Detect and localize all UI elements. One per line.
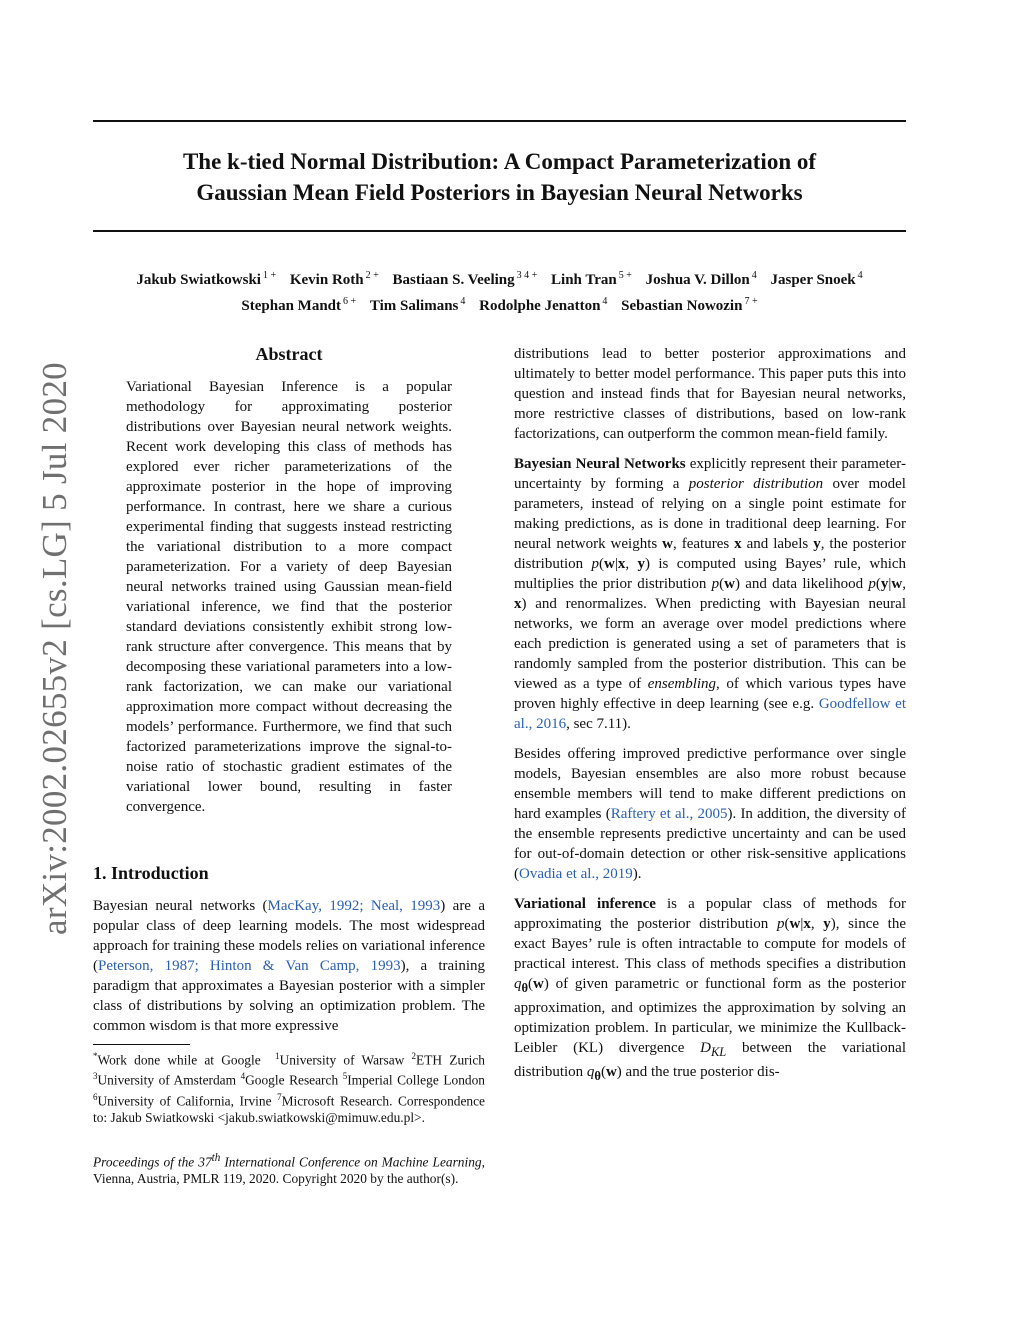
title-line-2: Gaussian Mean Field Posteriors in Bayesian Neural Networks <box>196 180 803 205</box>
author-row-2 <box>93 291 906 317</box>
intro-paragraph: Bayesian neural networks (MacKay, 1992; Neal, 1993) are a popular class of deep learning models. The most widespread approach for training these models relies on variational inference (Peterson, 1987; Hinton & Van Camp, 1993), a training paradigm that approximates a Bayesian posterior with a simpler class of distributions by solving an optimization problem. The common wisdom is that more expressive <box>93 898 485 1034</box>
right-column <box>514 344 906 1096</box>
author: Sebastian Nowozin $^{7 +}$ <box>621 296 758 314</box>
intro-heading: 1. Introduction <box>93 863 209 883</box>
footnote-rule <box>93 1044 190 1045</box>
author: Linh Tran $^{5 +}$ <box>551 270 632 288</box>
citation-link[interactable]: Goodfellow et al., 2016 <box>514 696 907 732</box>
author: Jakub Swiatkowski $^{1 +}$ <box>136 270 277 288</box>
author-list <box>93 265 906 317</box>
author: Tim Salimans $^4$ <box>369 296 466 314</box>
paragraph: Variational inference is a popular class of methods for approximating the posterior distribution p(w|x, y), since the exact Bayes’ rule is often intractable to compute for models of practical interest. This class of methods specifies a distribution $q_\theta(w)$ of given parametric or functional form as the posterior approximation, and optimizes the approximation by solving an optimization problem. In particular, we minimize the Kullback-Leibler (KL) divergence $D_{KL}$ between the variational distribution $q_\theta(w)$ and the true posterior dis- <box>514 896 907 1083</box>
author: Rodolphe Jenatton $^4$ <box>479 296 608 314</box>
title-rule-top <box>93 120 906 122</box>
abstract-text: Variational Bayesian Inference is a popular methodology for approximating posterior distributions over Bayesian neural network weights. Recent work developing this class of methods has explored ever richer parameterizations of the approximate posterior in the hope of improving performance. In contrast, here we share a curious experimental finding that suggests instead restricting the variational distribution to a more compact parameterization. For a variety of deep Bayesian neural networks trained using Gaussian mean-field variational inference, we find that the posterior standard deviations consistently exhibit strong low-rank structure after convergence. This means that by decomposing these variational parameters into a low-rank factorization, we can make our variational approximation more compact without decreasing the models’ performance. Furthermore, we find that such factorized parameterizations improve the signal-to-noise ratio of stochastic gradient estimates of the variational lower bound, resulting in faster convergence. <box>126 379 452 815</box>
citation-link[interactable]: Ovadia et al., 2019 <box>519 866 633 882</box>
author: Bastiaan S. Veeling $^{3 4 +}$ <box>392 270 538 288</box>
paragraph: Bayesian Neural Networks explicitly represent their parameter-uncertainty by forming a posterior distribution over model parameters, instead of relying on a single point estimate for making predictions, as is done in traditional deep learning. For neural network weights w, features x and labels y, the posterior distribution p(w|x, y) is computed using Bayes’ rule, which multiplies the prior distribution p(w) and data likelihood p(y|w, x) and renormalizes. When predicting with Bayesian neural networks, we form an average over model predictions where each prediction is generated using a set of parameters that is randomly sampled from the posterior distribution. This can be viewed as a type of ensembling, of which various types have proven highly effective in deep learning (see e.g. Goodfellow et al., 2016, sec 7.11). <box>514 456 907 732</box>
arxiv-id: arXiv:2002.02655v2 [cs.LG] 5 Jul 2020 <box>35 362 74 935</box>
paragraph: Besides offering improved predictive performance over single models, Bayesian ensembles are also more robust because ensemble members will tend to make different predictions on hard examples (Raftery et al., 2005). In addition, the diversity of the ensemble represents predictive uncertainty and can be used for out-of-domain detection or other risk-sensitive applications (Ovadia et al., 2019). <box>514 746 906 882</box>
author: Kevin Roth $^{2 +}$ <box>289 270 379 288</box>
footnote: *Work done while at Google $^1$University of Warsaw $^2$ETH Zurich $^3$University of Amsterdam $^4$Google Research $^5$Imperial College London $^6$University of California, Irvine $^7$Microsoft Research. Correspondence to: Jakub Swiatkowski <jakub.swiatkowski@mimuw.edu.pl>. <box>93 1051 485 1126</box>
abstract-heading: Abstract <box>255 344 323 364</box>
title-rule-bottom <box>93 230 906 232</box>
paper-title <box>93 146 906 208</box>
arxiv-stamp <box>35 362 75 935</box>
author-row-1 <box>93 265 906 291</box>
paragraph: distributions lead to better posterior approximations and ultimately to better model performance. This paper puts this into question and instead finds that for Bayesian neural networks, more restrictive classes of distributions, based on low-rank factorizations, can outperform the common mean-field family. <box>514 346 906 442</box>
author: Joshua V. Dillon $^4$ <box>645 270 757 288</box>
author: Jasper Snoek $^4$ <box>770 270 863 288</box>
title-line-1: The k-tied Normal Distribution: A Compact Parameterization of <box>182 149 817 174</box>
citation-link[interactable]: Peterson, 1987; Hinton & Van Camp, 1993 <box>98 958 401 974</box>
author: Stephan Mandt $^{6 +}$ <box>241 296 357 314</box>
citation-link[interactable]: Raftery et al., 2005 <box>610 806 728 822</box>
citation-link[interactable]: MacKay, 1992; Neal, 1993 <box>267 898 441 914</box>
proceedings-note: Proceedings of the 37th International Conference on Machine Learning, Vienna, Austria, PMLR 119, 2020. Copyright 2020 by the author(s). <box>93 1152 485 1187</box>
